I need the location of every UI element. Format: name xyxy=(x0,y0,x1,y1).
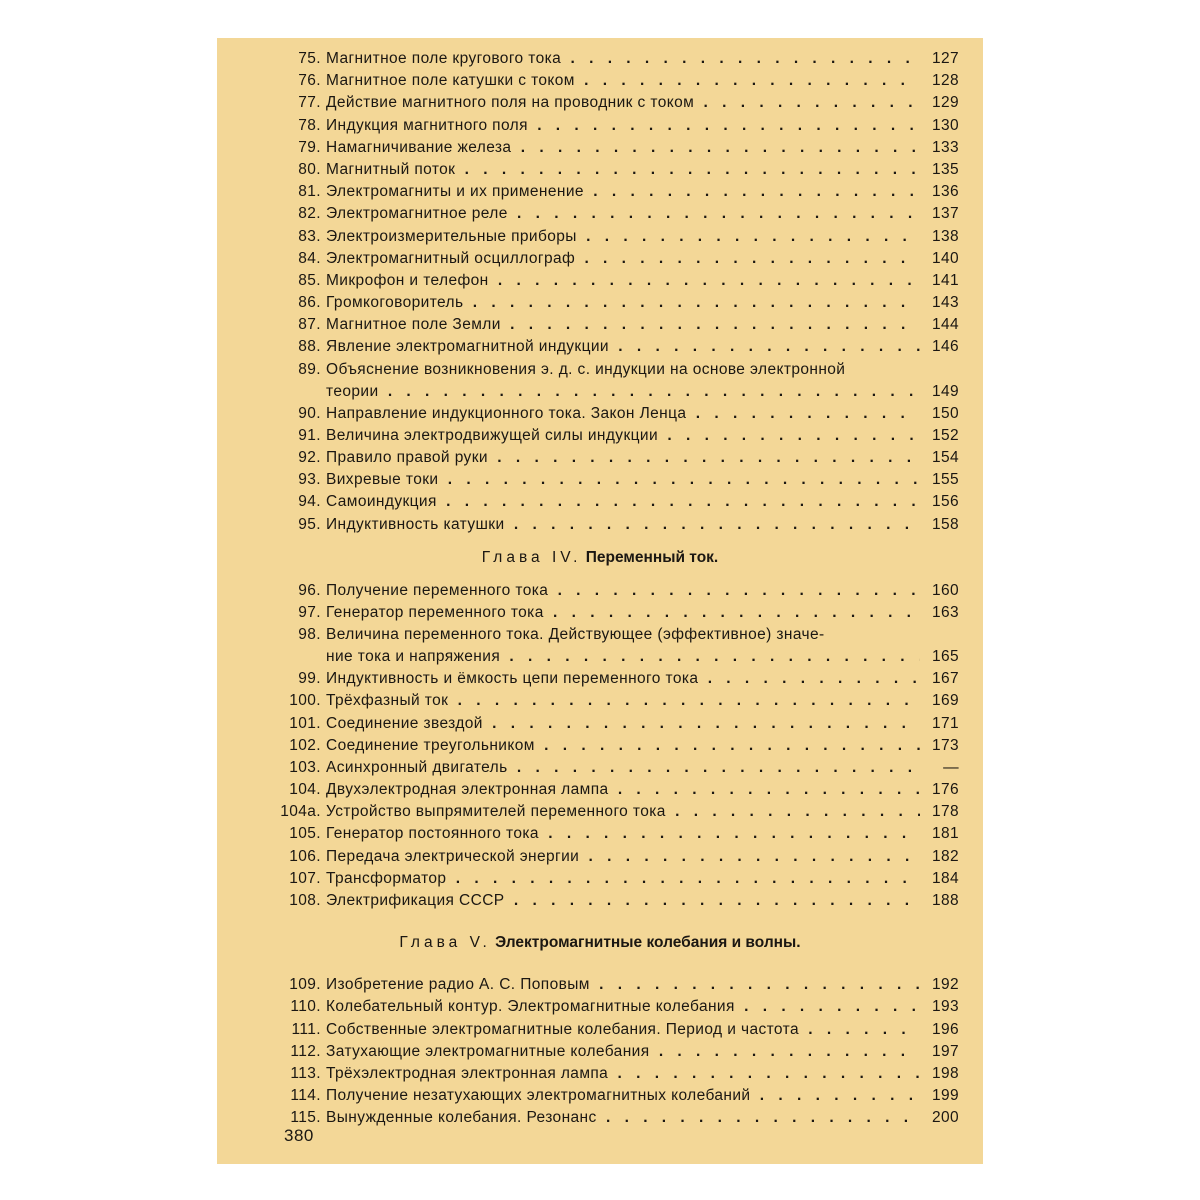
toc-entry xyxy=(217,580,983,602)
entry-title: Индуктивность и ёмкость цепи переменного тока . . . xyxy=(326,668,920,690)
toc-entry xyxy=(217,779,983,801)
table-of-contents xyxy=(217,48,983,1130)
entry-title: Соединение звездой . . . xyxy=(326,713,920,735)
entry-number: 103. xyxy=(289,758,321,776)
entry-title: Намагничивание железа . . . xyxy=(326,137,920,159)
entry-page: 135 xyxy=(931,160,959,178)
entry-title: Индуктивность катушки . . . xyxy=(326,514,920,536)
toc-entry xyxy=(217,624,983,668)
entry-number: 91. xyxy=(298,426,321,444)
toc-entry xyxy=(217,514,983,536)
entry-number: 113. xyxy=(290,1064,321,1082)
toc-entry xyxy=(217,314,983,336)
entry-page: 181 xyxy=(931,825,959,843)
entry-number: 89. xyxy=(298,360,321,378)
entry-page: 200 xyxy=(931,1109,959,1127)
entry-page: 138 xyxy=(931,227,959,245)
chapter-title: Переменный ток. xyxy=(585,548,719,566)
toc-entry xyxy=(217,868,983,890)
chapter-label: Глава IV. xyxy=(481,548,582,566)
entry-number: 98. xyxy=(298,626,321,644)
entry-number: 110. xyxy=(290,998,321,1016)
toc-entry xyxy=(217,801,983,823)
entry-number: 84. xyxy=(298,249,321,267)
toc-entry xyxy=(217,226,983,248)
entry-number: 97. xyxy=(298,603,321,621)
entry-number: 95. xyxy=(298,515,321,533)
entry-number: 75. xyxy=(298,50,321,67)
toc-entry xyxy=(217,713,983,735)
toc-entry xyxy=(217,159,983,181)
entry-number: 86. xyxy=(298,294,321,312)
entry-number: 101. xyxy=(289,714,321,732)
entry-page: 140 xyxy=(931,249,959,267)
entry-page: 128 xyxy=(931,72,959,90)
entry-title: Получение переменного тока . . . xyxy=(326,580,920,602)
entry-page: 149 xyxy=(931,382,959,400)
entry-title: Правило правой руки . . . xyxy=(326,447,920,469)
toc-entry xyxy=(217,1107,983,1129)
entry-page: 178 xyxy=(931,803,959,821)
entry-title: Магнитное поле Земли . . . xyxy=(326,314,920,336)
entry-title-line1: Величина переменного тока. Действующее (эффективное) значе- xyxy=(326,626,825,644)
entry-number: 108. xyxy=(289,892,321,909)
entry-number: 81. xyxy=(298,183,321,201)
entry-page: 129 xyxy=(931,94,959,112)
book-page xyxy=(217,38,983,1164)
toc-entry xyxy=(217,403,983,425)
entry-page: 197 xyxy=(931,1042,959,1060)
entry-number: 87. xyxy=(298,316,321,334)
entry-title: Асинхронный двигатель . . . xyxy=(326,757,920,779)
entry-page: 188 xyxy=(931,892,959,909)
toc-entry xyxy=(217,48,983,70)
entry-page: 199 xyxy=(931,1087,959,1105)
toc-section-a xyxy=(217,48,983,359)
entry-title: Генератор переменного тока . . . xyxy=(326,602,920,624)
entry-number: 85. xyxy=(298,271,321,289)
entry-page: 182 xyxy=(931,847,959,865)
entry-title: Соединение треугольником . . . xyxy=(326,735,920,757)
toc-entry xyxy=(217,115,983,137)
toc-entry xyxy=(217,1019,983,1041)
toc-entry xyxy=(217,292,983,314)
entry-title: Трёхэлектродная электронная лампа . . . xyxy=(326,1063,920,1085)
entry-number: 93. xyxy=(298,471,321,489)
entry-page: 144 xyxy=(931,316,959,334)
chapter-heading xyxy=(217,912,983,974)
entry-title: Вынужденные колебания. Резонанс . . . xyxy=(326,1107,920,1129)
entry-title: Изобретение радио А. С. Поповым . . . xyxy=(326,974,920,996)
entry-number: 79. xyxy=(298,138,321,156)
toc-entry xyxy=(217,137,983,159)
entry-title: Двухэлектродная электронная лампа . . . xyxy=(326,779,920,801)
entry-title: Индукция магнитного поля . . . xyxy=(326,115,920,137)
entry-title: Электроизмерительные приборы . . . xyxy=(326,226,920,248)
entry-title: Магнитное поле катушки с током . . . xyxy=(326,70,920,92)
entry-number: 104а. xyxy=(280,803,321,821)
entry-number: 104. xyxy=(289,781,321,799)
toc-entry xyxy=(217,359,983,403)
entry-page: 169 xyxy=(931,692,959,710)
entry-page: 160 xyxy=(931,581,959,599)
toc-entry xyxy=(217,602,983,624)
entry-page: 171 xyxy=(931,714,959,732)
entry-title: Передача электрической энергии . . . xyxy=(326,846,920,868)
entry-number: 109. xyxy=(289,976,321,994)
chapter-title: Электромагнитные колебания и волны. xyxy=(495,934,801,952)
entry-number: 106. xyxy=(289,847,321,865)
entry-page: 196 xyxy=(931,1020,959,1038)
entry-title: Самоиндукция . . . xyxy=(326,491,920,513)
entry-title: Электромагниты и их применение . . . xyxy=(326,181,920,203)
entry-title: Собственные электромагнитные колебания. Период и частота . . . xyxy=(326,1019,920,1041)
entry-title: Вихревые токи . . . xyxy=(326,469,920,491)
entry-page: 152 xyxy=(931,426,959,444)
entry-page: 193 xyxy=(931,998,959,1016)
entry-page: 130 xyxy=(931,116,959,134)
entry-number: 112. xyxy=(290,1042,321,1060)
entry-title: Генератор постоянного тока . . . xyxy=(326,823,920,845)
toc-section-e xyxy=(217,974,983,1129)
toc-entry xyxy=(217,248,983,270)
entry-title: Направление индукционного тока. Закон Ленца . . . xyxy=(326,403,920,425)
entry-number: 102. xyxy=(289,736,321,754)
entry-number: 76. xyxy=(298,72,321,90)
toc-section-b xyxy=(217,403,983,536)
entry-number: 114. xyxy=(290,1087,321,1105)
entry-page: 133 xyxy=(931,138,959,156)
entry-page: 184 xyxy=(931,869,959,887)
entry-page: — xyxy=(943,758,959,776)
entry-number: 90. xyxy=(298,404,321,422)
entry-page: 192 xyxy=(931,976,959,994)
toc-entry xyxy=(217,1063,983,1085)
toc-entry xyxy=(217,974,983,996)
entry-number: 88. xyxy=(298,338,321,356)
entry-title: Явление электромагнитной индукции . . . xyxy=(326,336,920,358)
entry-number: 100. xyxy=(289,692,321,710)
entry-number: 77. xyxy=(298,94,321,112)
entry-page: 127 xyxy=(931,50,959,67)
entry-page: 154 xyxy=(931,449,959,466)
entry-page: 150 xyxy=(931,404,959,422)
entry-title: Магнитное поле кругового тока . . . xyxy=(326,48,920,70)
entry-page: 163 xyxy=(931,603,959,621)
toc-entry xyxy=(217,70,983,92)
entry-number: 107. xyxy=(289,869,321,887)
toc-entry xyxy=(217,1085,983,1107)
entry-page: 198 xyxy=(931,1064,959,1082)
entry-page: 158 xyxy=(931,515,959,533)
chapter-heading xyxy=(217,536,983,580)
toc-entry xyxy=(217,181,983,203)
entry-number: 115. xyxy=(290,1109,321,1127)
entry-page: 143 xyxy=(931,294,959,312)
entry-title: Громкоговоритель . . . xyxy=(326,292,920,314)
toc-entry xyxy=(217,1041,983,1063)
entry-number: 111. xyxy=(291,1020,321,1038)
entry-number: 99. xyxy=(298,670,321,688)
toc-entry xyxy=(217,447,983,469)
toc-entry xyxy=(217,735,983,757)
entry-title: Микрофон и телефон . . . xyxy=(326,270,920,292)
entry-number: 96. xyxy=(298,581,321,599)
entry-title: Величина электродвижущей силы индукции . . . xyxy=(326,425,920,447)
toc-entry xyxy=(217,996,983,1018)
toc-entry xyxy=(217,203,983,225)
entry-title-line1: Объяснение возникновения э. д. с. индукции на основе электронной xyxy=(326,360,846,378)
entry-page: 136 xyxy=(931,183,959,201)
entry-title-line2: ние тока и напряжения . . . xyxy=(326,646,920,668)
toc-entry xyxy=(217,469,983,491)
toc-entry xyxy=(217,846,983,868)
toc-section-c xyxy=(217,580,983,624)
entry-page: 137 xyxy=(931,205,959,223)
toc-entry xyxy=(217,92,983,114)
toc-entry xyxy=(217,668,983,690)
toc-entry xyxy=(217,823,983,845)
toc-entry xyxy=(217,890,983,912)
entry-title: Действие магнитного поля на проводник с током . . . xyxy=(326,92,920,114)
toc-entry xyxy=(217,690,983,712)
page-number: 380 xyxy=(284,1126,314,1145)
entry-title: Колебательный контур. Электромагнитные колебания . . . xyxy=(326,996,920,1018)
entry-title: Электромагнитный осциллограф . . . xyxy=(326,248,920,270)
entry-title: Трансформатор . . . xyxy=(326,868,920,890)
entry-number: 83. xyxy=(298,227,321,245)
toc-entry xyxy=(217,270,983,292)
entry-number: 94. xyxy=(298,493,321,511)
entry-title: Затухающие электромагнитные колебания . . . xyxy=(326,1041,920,1063)
entry-page: 165 xyxy=(931,648,959,666)
toc-entry xyxy=(217,336,983,358)
entry-number: 80. xyxy=(298,160,321,178)
entry-number: 92. xyxy=(298,449,321,466)
entry-title: Получение незатухающих электромагнитных колебаний . . . xyxy=(326,1085,920,1107)
entry-page: 155 xyxy=(931,471,959,489)
entry-title-line2: теории . . . xyxy=(326,381,920,403)
entry-page: 167 xyxy=(931,670,959,688)
entry-page: 146 xyxy=(931,338,959,356)
chapter-label: Глава V. xyxy=(399,934,491,952)
entry-title: Устройство выпрямителей переменного тока . . . xyxy=(326,801,920,823)
toc-section-d xyxy=(217,668,983,912)
entry-title: Электрификация СССР . . . xyxy=(326,890,920,912)
entry-page: 176 xyxy=(931,781,959,799)
entry-number: 78. xyxy=(298,116,321,134)
entry-number: 82. xyxy=(298,205,321,223)
toc-entry xyxy=(217,757,983,779)
entry-page: 156 xyxy=(931,493,959,511)
entry-title: Электромагнитное реле . . . xyxy=(326,203,920,225)
entry-page: 141 xyxy=(931,271,959,289)
entry-title: Трёхфазный ток . . . xyxy=(326,690,920,712)
entry-title: Магнитный поток . . . xyxy=(326,159,920,181)
entry-number: 105. xyxy=(289,825,321,843)
entry-page: 173 xyxy=(931,736,959,754)
toc-entry xyxy=(217,491,983,513)
toc-entry xyxy=(217,425,983,447)
